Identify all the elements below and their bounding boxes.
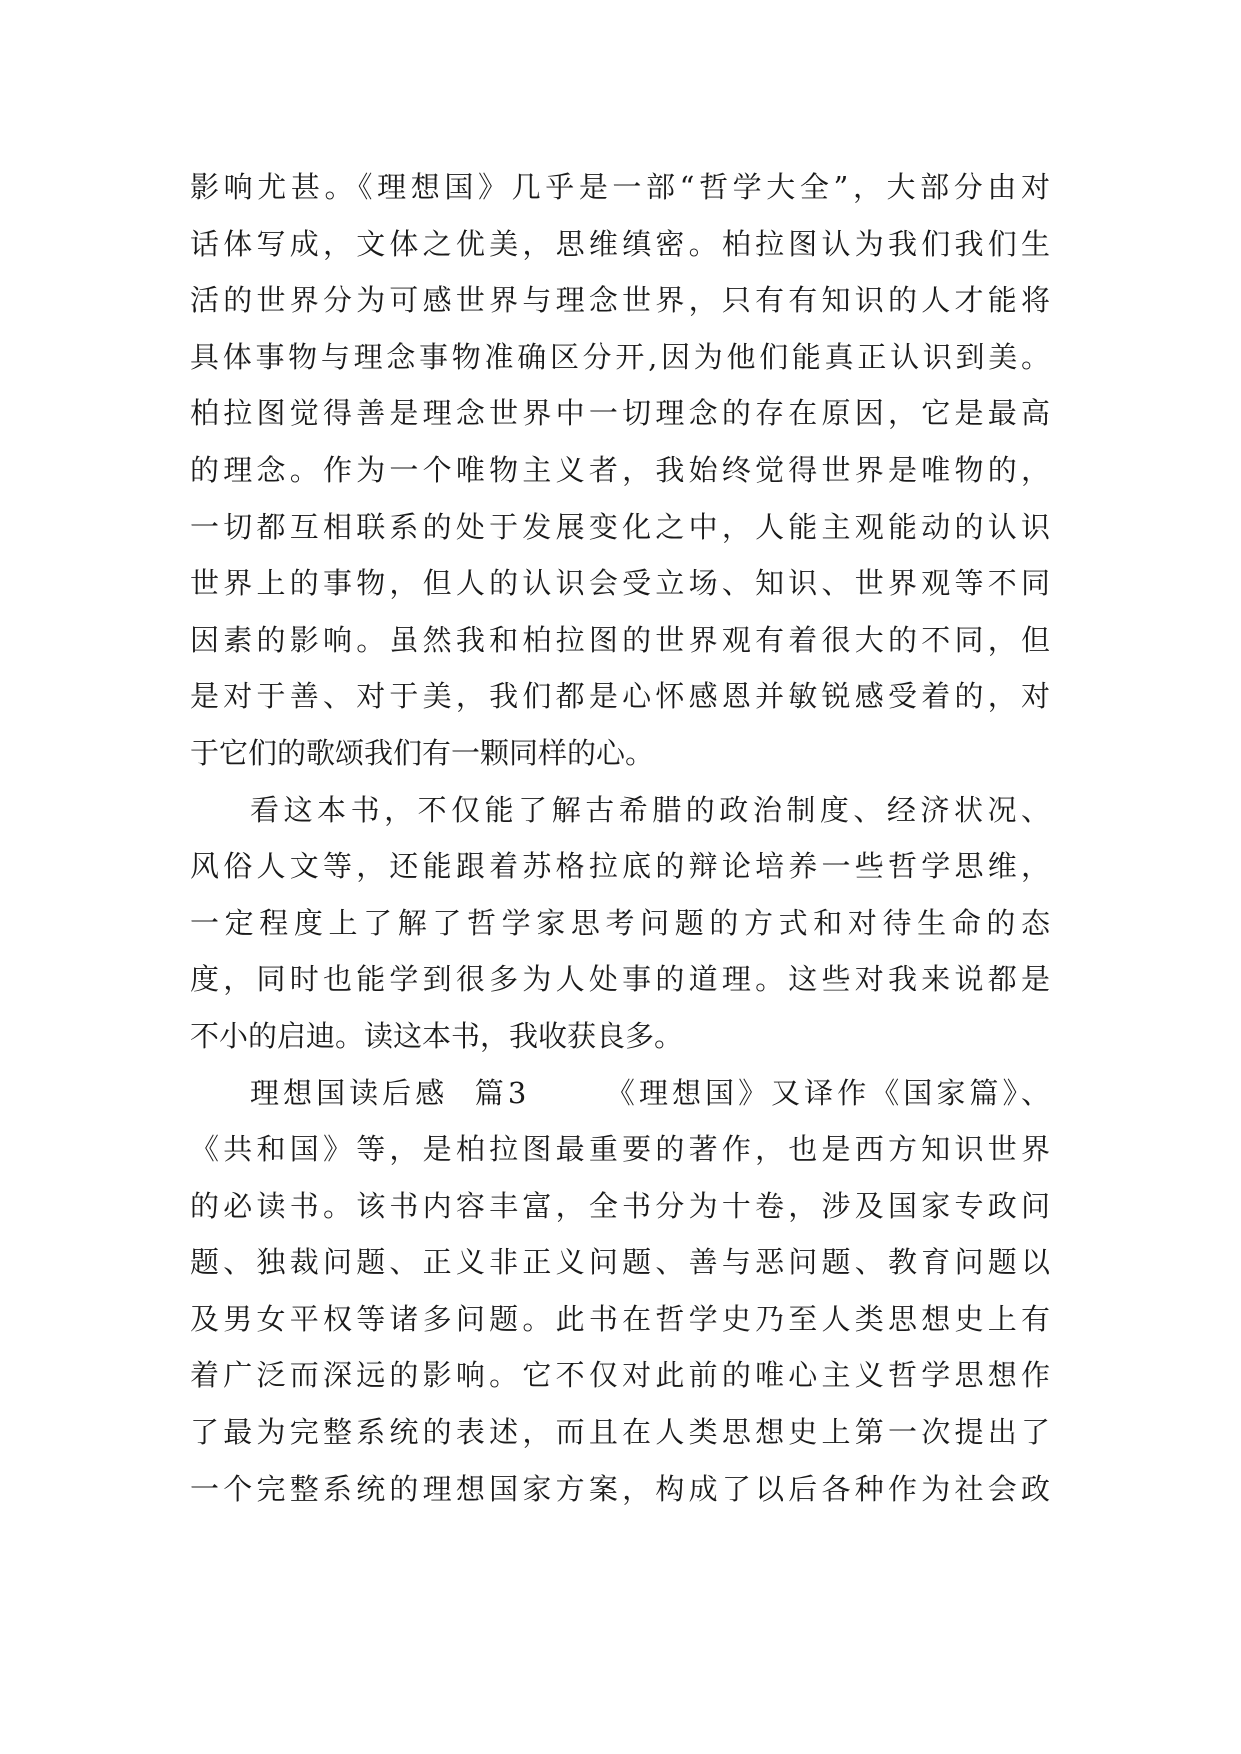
text-line: 世界上的事物，但人的认识会受立场、知识、世界观等不同: [190, 566, 1050, 601]
text-line: 于它们的歌颂我们有一颗同样的心。: [190, 735, 655, 770]
paragraph-start-line: 看这本书，不仅能了解古希腊的政治制度、经济状况、: [250, 792, 1050, 827]
body-text: [190, 159, 1050, 1517]
section-heading-line: 理想国读后感 篇3 《理想国》又译作《国家篇》、: [250, 1075, 1050, 1110]
text-line: 一个完整系统的理想国家方案，构成了以后各种作为社会政: [190, 1471, 1050, 1506]
text-line: 柏拉图觉得善是理念世界中一切理念的存在原因，它是最高: [190, 396, 1050, 431]
text-line: 的必读书。该书内容丰富，全书分为十卷，涉及国家专政问: [190, 1188, 1050, 1223]
text-line: 不小的启迪。读这本书，我收获良多。: [190, 1018, 684, 1053]
text-line: 影响尤甚。《理想国》几乎是一部“哲学大全”，大部分由对: [190, 170, 1050, 204]
text-line: 风俗人文等，还能跟着苏格拉底的辩论培养一些哲学思维，: [190, 849, 1050, 884]
text-line: 及男女平权等诸多问题。此书在哲学史乃至人类思想史上有: [190, 1301, 1050, 1336]
text-line: 具体事物与理念事物准确区分开,因为他们能真正认识到美。: [190, 339, 1050, 374]
text-line: 《共和国》等，是柏拉图最重要的著作，也是西方知识世界: [190, 1132, 1050, 1167]
text-line: 度，同时也能学到很多为人处事的道理。这些对我来说都是: [190, 962, 1050, 997]
text-line: 一定程度上了解了哲学家思考问题的方式和对待生命的态: [190, 905, 1050, 940]
text-line: 是对于善、对于美，我们都是心怀感恩并敏锐感受着的，对: [190, 679, 1050, 714]
text-line: 题、独裁问题、正义非正义问题、善与恶问题、教育问题以: [190, 1245, 1050, 1280]
text-line: 着广泛而深远的影响。它不仅对此前的唯心主义哲学思想作: [190, 1358, 1050, 1393]
text-line: 因素的影响。虽然我和柏拉图的世界观有着很大的不同，但: [190, 622, 1050, 657]
text-line: 活的世界分为可感世界与理念世界，只有有知识的人才能将: [190, 283, 1050, 318]
text-line: 话体写成，文体之优美，思维缜密。柏拉图认为我们我们生: [190, 226, 1050, 261]
text-line: 的理念。作为一个唯物主义者，我始终觉得世界是唯物的，: [190, 452, 1050, 487]
text-line: 了最为完整系统的表述，而且在人类思想史上第一次提出了: [190, 1415, 1050, 1450]
text-line: 一切都互相联系的处于发展变化之中，人能主观能动的认识: [190, 509, 1050, 544]
